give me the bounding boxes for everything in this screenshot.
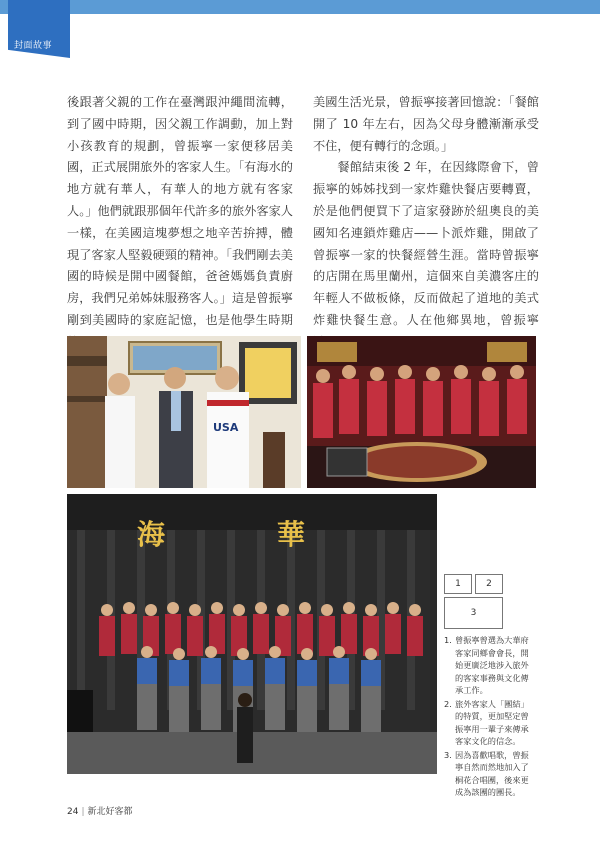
article-right-column	[313, 92, 539, 354]
banner-right-char: 華	[277, 518, 306, 551]
legend-cell-3: 3	[444, 597, 503, 629]
page-footer	[67, 804, 133, 817]
photo-captions	[444, 634, 536, 800]
caption-text: 旅外客家人「團結」的特質，更加堅定曾振寧用一輩子來傳承客家文化的信念。	[455, 698, 529, 746]
article-paragraph: 美國生活光景，曾振寧接著回憶說：「餐館開了 10 年左右，因為父母身體漸漸承受不住，便有轉行的念頭。」	[313, 95, 539, 153]
shirt-text: USA	[213, 421, 239, 434]
caption-item	[444, 749, 536, 799]
section-tab-label: 封面故事	[14, 41, 53, 51]
magazine-name: 新北好客都	[87, 807, 133, 817]
photo-3-illustration	[67, 494, 437, 774]
photo-1-illustration	[67, 336, 301, 488]
legend-cell-2: 2	[475, 574, 503, 594]
article-paragraph: 餐館結束後 2 年，在因緣際會下，曾振寧的姊姊找到一家炸雞快餐店要轉賣，於是他們便買下了這家發跡於紐奧良的美國知名連鎖炸雞店——卜派炸雞，開啟了曾振寧一家的快餐經營生涯。當時曾振寧的店開在馬里蘭州，這個來自美濃客庄的年輕人不做板條，反而做起了道地的美式炸雞快餐生意。人在他鄉異地，曾振寧	[313, 160, 539, 327]
photo-2-illustration	[307, 336, 536, 488]
banner-left-char: 海	[137, 518, 166, 551]
caption-number: 1.	[444, 635, 452, 645]
article-paragraph: 後跟著父親的工作在臺灣跟沖繩間流轉，到了國中時期，因父親工作調動，加上對小孩教育的規劃，曾振寧一家便移居美國，正式展開旅外的客家人生。「有海水的地方就有華人，有華人的地方就有客家人。」他們就跟那個年代許多的旅外客家人一樣，在美國這塊夢想之地辛苦拚搏，體現了客家人堅毅硬頸的精神。「我們剛去美國的時候是開中國餐館，爸爸媽媽負責廚房，我們兄弟姊妹服務客人。」這是曾振寧剛到美國時的家庭記憶，也是他學生時期	[67, 95, 293, 327]
legend-cell-1: 1	[444, 574, 472, 594]
caption-item	[444, 634, 536, 697]
photo-1-portrait	[67, 336, 301, 488]
article-left-column	[67, 92, 293, 354]
photo-2-group	[307, 336, 536, 488]
top-color-band	[0, 0, 600, 14]
page-number: 24	[67, 807, 79, 817]
photo-3-choir	[67, 494, 437, 774]
footer-separator: |	[81, 807, 85, 817]
caption-text: 曾振寧曾選為大華府客家同鄉會會長，開始更廣泛地涉入旅外的客家事務與文化傳承工作。	[455, 635, 529, 695]
caption-number: 3.	[444, 749, 452, 760]
caption-text: 因為喜歡唱歌，曾振寧自然而然地加入了桐花合唱團，後來更成為該團的團長。	[455, 749, 529, 797]
caption-item	[444, 698, 536, 748]
caption-number: 2.	[444, 698, 452, 709]
